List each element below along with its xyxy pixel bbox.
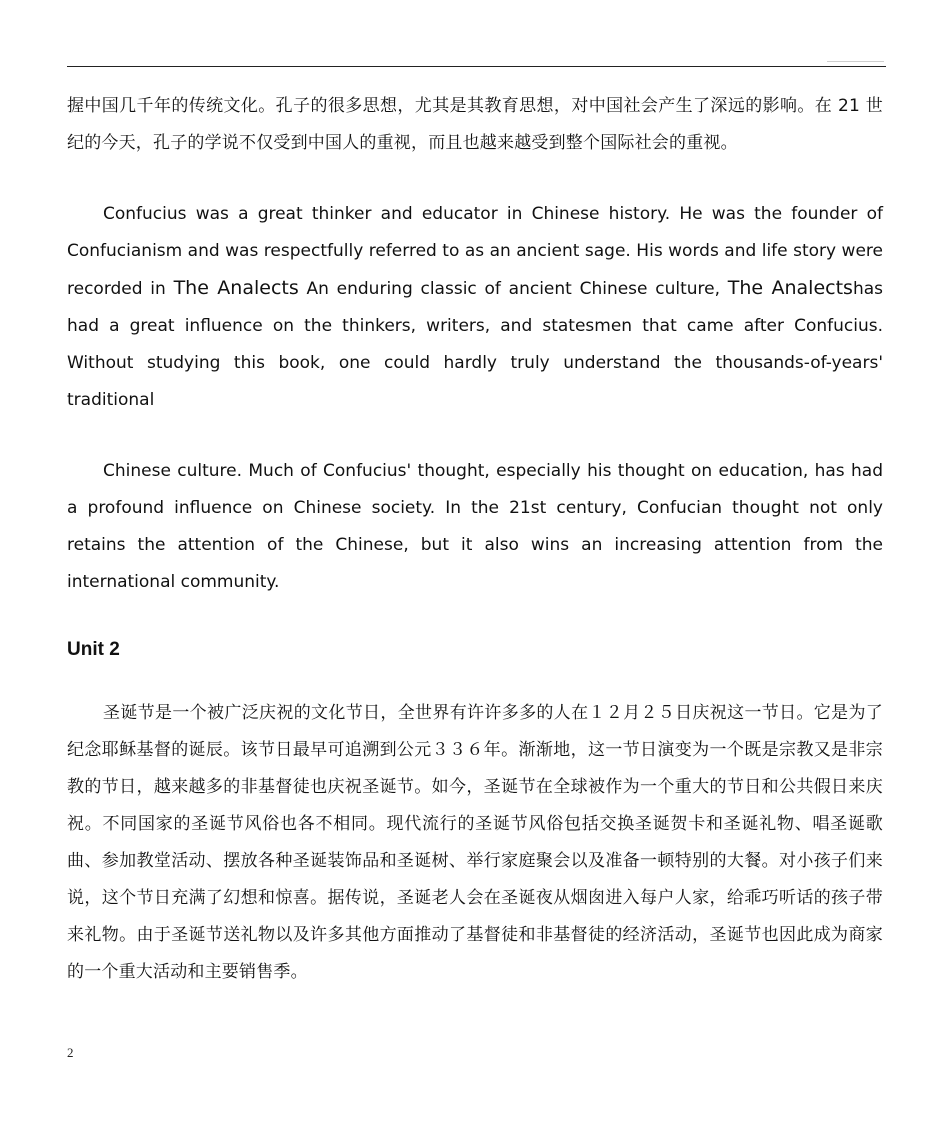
unit1-zh-continuation: 握中国几千年的传统文化。孔子的很多思想，尤其是其教育思想，对中国社会产生了深远的影响。在 21 世纪的今天，孔子的学说不仅受到中国人的重视，而且也越来越受到整个国际社会的重视。 bbox=[67, 96, 883, 153]
unit-2-heading: Unit 2 bbox=[67, 639, 120, 660]
header-mark bbox=[827, 61, 884, 62]
book-title-analects-2: The Analects bbox=[727, 277, 853, 299]
en-para1-text-1: Confucius was a great thinker and educator in Chinese history. He was the founder of Confucianism and was respectfully referred to as an ancient sage. His words and life story were recorded in bbox=[67, 204, 883, 299]
en-para1-text-3: has had a great influence on the thinkers, writers, and statesmen that came after Confucius. Without studying this book, one could hardly truly understand the thousands-of-years' traditional bbox=[67, 279, 884, 410]
book-title-analects: The Analects bbox=[173, 277, 299, 299]
page-content bbox=[67, 88, 883, 991]
header-rule bbox=[67, 66, 886, 67]
unit1-en-paragraph-2: Chinese culture. Much of Confucius' thought, especially his thought on education, has had a profound influence on Chinese society. In the 21st century, Confucian thought not only retains the attention of the Chinese, but it also wins an increasing attention from the international community. bbox=[67, 461, 883, 592]
unit1-en-paragraph-1 bbox=[67, 196, 883, 419]
en-para1-text-2: An enduring classic of ancient Chinese culture, bbox=[298, 279, 728, 299]
unit2-zh-paragraph: 圣诞节是一个被广泛庆祝的文化节日，全世界有许许多多的人在１２月２５日庆祝这一节日。它是为了纪念耶稣基督的诞辰。该节日最早可追溯到公元３３６年。渐渐地，这一节日演变为一个既是宗教又是非宗教的节日，越来越多的非基督徒也庆祝圣诞节。如今，圣诞节在全球被作为一个重大的节日和公共假日来庆祝。不同国家的圣诞节风俗也各不相同。现代流行的圣诞节风俗包括交换圣诞贺卡和圣诞礼物、唱圣诞歌曲、参加教堂活动、摆放各种圣诞装饰品和圣诞树、举行家庭聚会以及准备一顿特别的大餐。对小孩子们来说，这个节日充满了幻想和惊喜。据传说，圣诞老人会在圣诞夜从烟囱进入每户人家，给乖巧听话的孩子带来礼物。由于圣诞节送礼物以及许多其他方面推动了基督徒和非基督徒的经济活动，圣诞节也因此成为商家的一个重大活动和主要销售季。 bbox=[67, 703, 883, 982]
page-number: 2 bbox=[67, 1045, 74, 1060]
